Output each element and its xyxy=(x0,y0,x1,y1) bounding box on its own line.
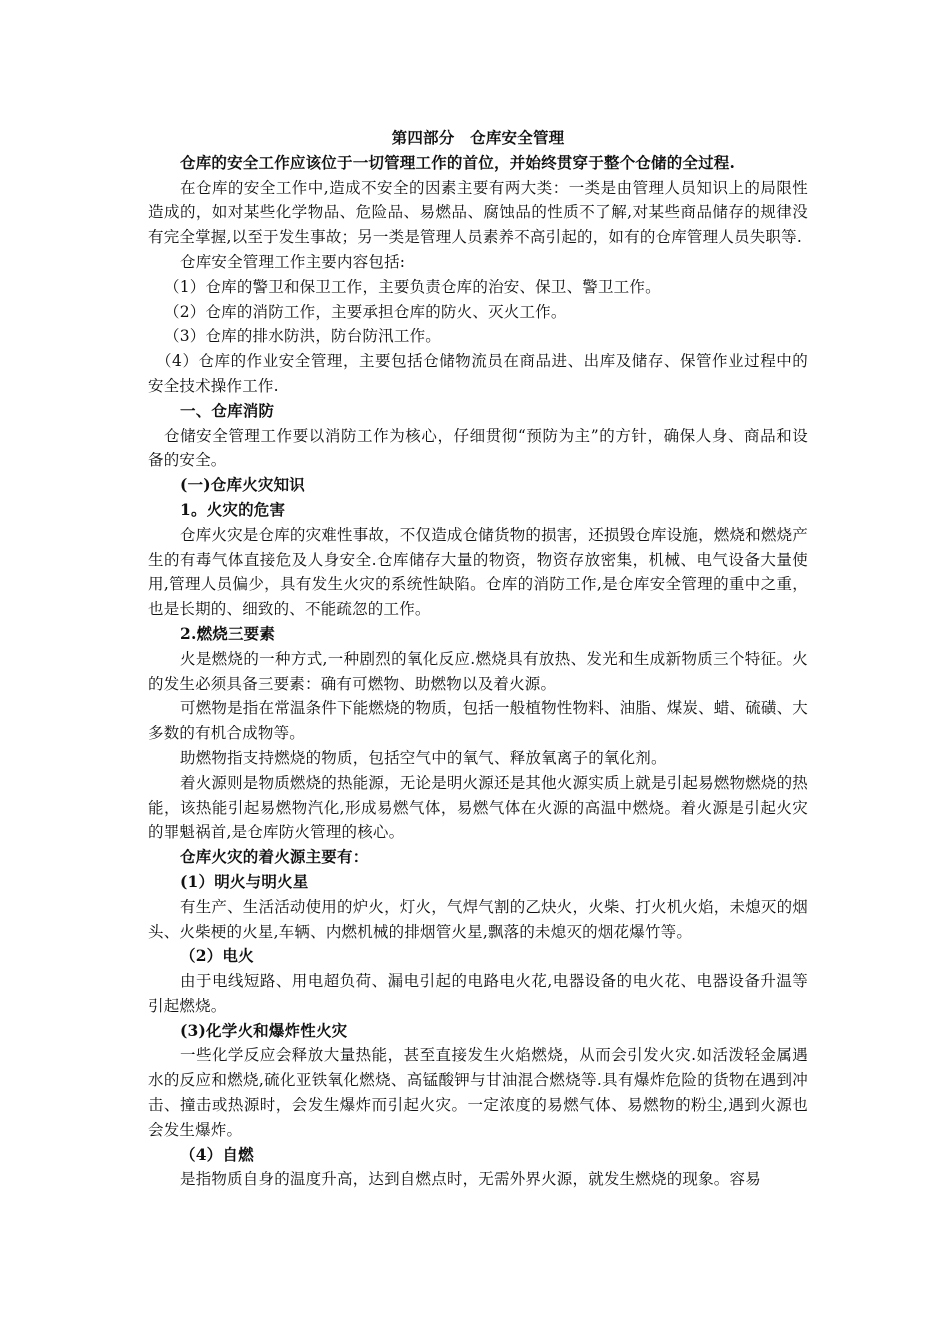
lead-paragraph: 仓库的安全工作应该位于一切管理工作的首位，并始终贯穿于整个仓储的全过程. xyxy=(180,152,736,172)
list-item-drainage: （3）仓库的排水防洪，防台防汛工作。 xyxy=(164,327,441,346)
heading-open-flame: (1）明火与明火星 xyxy=(180,871,309,891)
paragraph-fire-harm: 仓库火灾是仓库的灾难性事故，不仅造成仓储货物的损害，还损毁仓库设施，燃烧和燃烧产生的有毒气体直接危及人身安全.仓库储存大量的物资，物资存放密集，机械、电气设备大量使用,管理人员偏少，具有发生火灾的系统性缺陷。仓库的消防工作,是仓库安全管理的重中之重，也是长期的、细致的、不能疏忽的工作。 xyxy=(148,525,809,619)
section-heading-fire-protection: 一、仓库消防 xyxy=(180,400,275,420)
paragraph-unsafe-factors: 在仓库的安全工作中,造成不安全的因素主要有两大类：一类是由管理人员知识上的局限性造成的，如对某些化学物品、危险品、易燃品、腐蚀品的性质不了解,对某些商品储存的规律没有完全掌握,以至于发生事故；另一类是管理人员素养不高引起的，如有的仓库管理人员失职等. xyxy=(148,178,808,247)
paragraph-combustion: 火是燃烧的一种方式,一种剧烈的氧化反应.燃烧具有放热、发光和生成新物质三个特征。火的发生必须具备三要素：确有可燃物、助燃物以及着火源。 xyxy=(148,649,808,693)
paragraph-combustibles: 可燃物是指在常温条件下能燃烧的物质，包括一般植物性物料、油脂、煤炭、蜡、硫磺、大多数的有机合成物等。 xyxy=(148,699,809,743)
heading-electric-fire: （2）电火 xyxy=(180,946,254,966)
document-body xyxy=(148,126,808,1192)
list-item-guard: （1）仓库的警卫和保卫工作，主要负责仓库的治安、保卫、警卫工作。 xyxy=(164,277,661,296)
paragraph-spontaneous-combustion: 是指物质自身的温度升高，达到自燃点时，无需外界火源，就发生燃烧的现象。容易 xyxy=(180,1170,761,1189)
paragraph-contents-intro: 仓库安全管理工作主要内容包括: xyxy=(180,252,406,271)
page-title: 第四部分 仓库安全管理 xyxy=(391,128,565,147)
heading-ignition-sources: 仓库火灾的着火源主要有： xyxy=(180,847,369,867)
subsection-heading-fire-knowledge: (一)仓库火灾知识 xyxy=(180,475,305,495)
list-item-operation-safety: （4）仓库的作业安全管理，主要包括仓储物流员在商品进、出库及储存、保管作业过程中的安全技术操作工作. xyxy=(148,352,808,395)
paragraph-oxidizers: 助燃物指支持燃烧的物质，包括空气中的氧气、释放氧离子的氧化剂。 xyxy=(180,748,667,767)
paragraph-electric-fire: 由于电线短路、用电超负荷、漏电引起的电路电火花,电器设备的电火花、电器设备升温等引起燃烧。 xyxy=(148,972,808,1015)
subsection-heading-three-elements: 2.燃烧三要素 xyxy=(180,623,276,643)
list-item-fire: （2）仓库的消防工作，主要承担仓库的防火、灭火工作。 xyxy=(164,302,567,321)
subsection-heading-fire-harm: 1。火灾的危害 xyxy=(180,499,286,519)
paragraph-prevention: 仓储安全管理工作要以消防工作为核心，仔细贯彻“预防为主”的方针，确保人身、商品和设备的安全。 xyxy=(148,426,808,470)
paragraph-chemical-fire: 一些化学反应会释放大量热能，甚至直接发生火焰燃烧，从而会引发火灾.如活泼轻金属遇水的反应和燃烧,硫化亚铁氧化燃烧、高锰酸钾与甘油混合燃烧等.具有爆炸危险的货物在遇到冲击、撞击或热源时，会发生爆炸而引起火灾。一定浓度的易燃气体、易燃物的粉尘,遇到火源也会发生爆炸。 xyxy=(148,1046,808,1139)
heading-chemical-fire: (3)化学火和爆炸性火灾 xyxy=(180,1020,348,1040)
paragraph-ignition-source: 着火源则是物质燃烧的热能源，无论是明火源还是其他火源实质上就是引起易燃物燃烧的热能，该热能引起易燃物汽化,形成易燃气体，易燃气体在火源的高温中燃烧。着火源是引起火灾的罪魁祸首,是仓库防火管理的核心。 xyxy=(148,773,809,842)
heading-spontaneous-combustion: （4）自燃 xyxy=(180,1144,254,1164)
paragraph-open-flame: 有生产、生活活动使用的炉火，灯火，气焊气割的乙炔火，火柴、打火机火焰，未熄灭的烟头、火柴梗的火星,车辆、内燃机械的排烟管火星,飘落的未熄灭的烟花爆竹等。 xyxy=(148,897,809,941)
